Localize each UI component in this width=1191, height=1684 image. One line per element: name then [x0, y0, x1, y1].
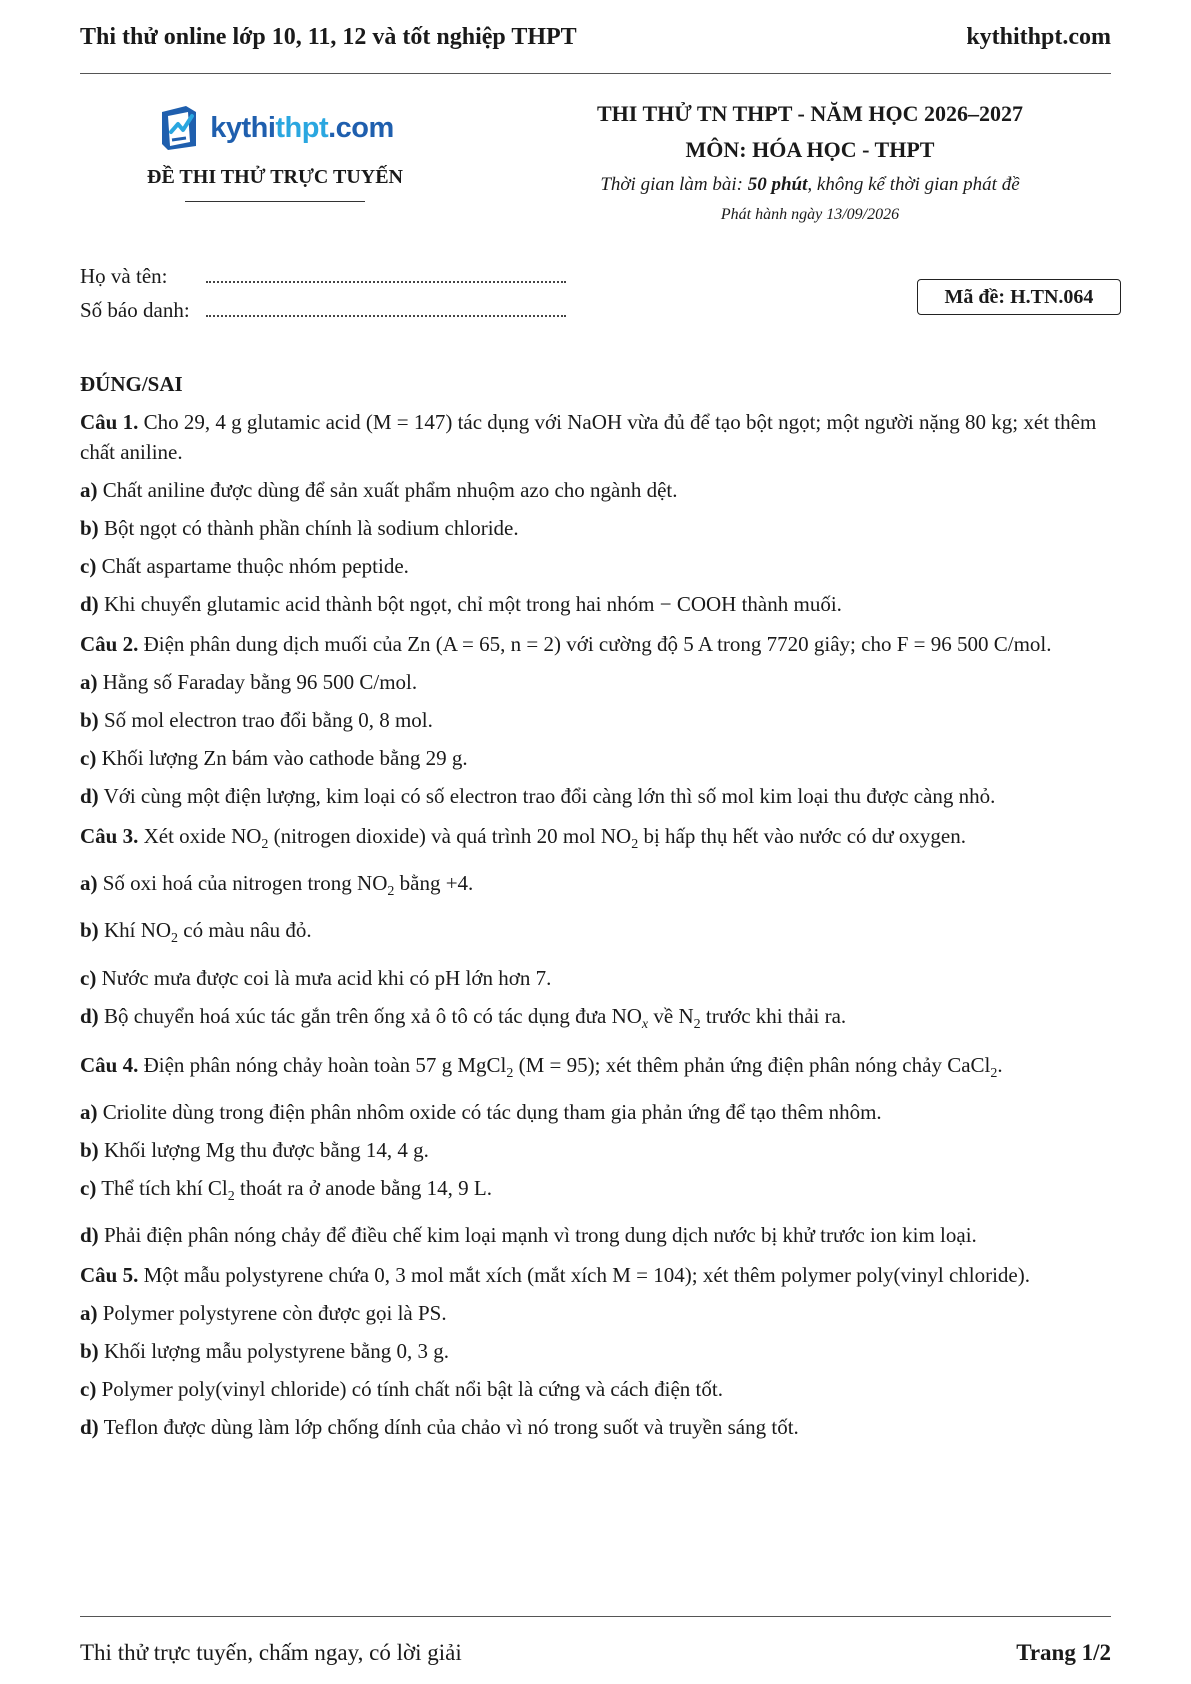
question-text: (M = 95); xét thêm phản ứng điện phân nóng chảy CaCl: [513, 1052, 991, 1077]
logo-part-1: kythi: [210, 111, 276, 144]
footer-divider: [80, 1616, 1111, 1617]
option-b[interactable]: [80, 1336, 1125, 1366]
option-text: về N: [648, 1003, 694, 1028]
option-text: Khi chuyển glutamic acid thành bột ngọt, chỉ một trong hai nhóm − COOH thành muối.: [103, 592, 842, 616]
option-label: b): [80, 708, 99, 732]
question-text: Điện phân dung dịch muối của Zn (A = 65, n = 2) với cường độ 5 A trong 7720 giây; cho F = 96 500 C/mol.: [143, 632, 1052, 656]
option-label: d): [80, 1415, 99, 1440]
option-text: Khối lượng Mg thu được bằng 14, 4 g.: [103, 1137, 429, 1162]
duration-suffix: , không kể thời gian phát đề: [807, 174, 1020, 195]
option-label: b): [80, 1339, 99, 1364]
subscript: 2: [990, 1065, 998, 1081]
option-text: Bột ngọt có thành phần chính là sodium chloride.: [103, 516, 519, 540]
option-label: c): [80, 1377, 97, 1402]
option-text: Chất aniline được dùng để sản xuất phẩm nhuộm azo cho ngành dệt.: [102, 478, 678, 502]
release-date: Phát hành ngày 13/09/2026: [720, 206, 900, 223]
option-c[interactable]: [80, 963, 1125, 993]
question-stem: [80, 629, 1125, 659]
exam-content: [80, 372, 1125, 1452]
option-text: Với cùng một điện lượng, kim loại có số electron trao đổi càng lớn thì số mol kim loại thu được càng nhỏ.: [103, 784, 996, 808]
section-title: ĐÚNG/SAI: [80, 372, 183, 396]
option-a[interactable]: [80, 1298, 1125, 1328]
question-1: [80, 407, 1125, 619]
option-label: a): [80, 871, 98, 896]
option-text: bằng +4.: [394, 871, 474, 896]
question-2: [80, 629, 1125, 811]
option-text: Hằng số Faraday bằng 96 500 C/mol.: [102, 670, 418, 694]
question-stem: [80, 1260, 1125, 1290]
option-text: Polymer poly(vinyl chloride) có tính chất nổi bật là cứng và cách điện tốt.: [101, 1377, 723, 1402]
option-a[interactable]: [80, 1097, 1125, 1127]
option-text: có màu nâu đỏ.: [178, 918, 312, 943]
subscript: 2: [171, 931, 179, 947]
option-label: a): [80, 1099, 98, 1124]
question-stem: [80, 1050, 1125, 1089]
header-divider: [80, 73, 1111, 74]
page-number: Trang 1/2: [1016, 1640, 1111, 1665]
student-id-label: Số báo danh:: [80, 298, 190, 322]
question-3: [80, 821, 1125, 1040]
option-d[interactable]: [80, 1220, 1125, 1250]
option-label: c): [80, 965, 97, 990]
option-label: a): [80, 670, 98, 694]
option-c[interactable]: [80, 551, 1125, 581]
logo-icon: [156, 102, 206, 154]
option-label: c): [80, 1175, 97, 1200]
option-text: Khối lượng Zn bám vào cathode bằng 29 g.: [101, 746, 468, 770]
option-text: thoát ra ở anode bằng 14, 9 L.: [234, 1175, 492, 1200]
question-5: [80, 1260, 1125, 1442]
option-label: b): [80, 1137, 99, 1162]
question-text: Một mẫu polystyrene chứa 0, 3 mol mắt xích (mắt xích M = 104); xét thêm polymer poly(vinyl chloride).: [143, 1263, 1030, 1288]
duration-prefix: Thời gian làm bài:: [600, 174, 748, 195]
exam-code-badge: Mã đề: H.TN.064: [917, 279, 1121, 315]
exam-type-title: ĐỀ THI THỬ TRỰC TUYẾN: [147, 166, 403, 188]
question-text: bị hấp thụ hết vào nước có dư oxygen.: [638, 824, 966, 848]
option-label: a): [80, 478, 98, 502]
logo-part-2: thpt: [275, 111, 329, 144]
option-text: Chất aspartame thuộc nhóm peptide.: [101, 554, 409, 578]
option-b[interactable]: [80, 705, 1125, 735]
option-c[interactable]: [80, 1374, 1125, 1404]
page-footer: [80, 1640, 1111, 1666]
option-label: b): [80, 918, 99, 943]
exam-type-underline: [185, 201, 365, 202]
option-d[interactable]: [80, 1001, 1125, 1040]
option-b[interactable]: [80, 513, 1125, 543]
footer-tagline: Thi thử trực tuyến, chấm ngay, có lời giải: [80, 1640, 462, 1665]
name-label: Họ và tên:: [80, 264, 168, 288]
option-text: Thể tích khí Cl: [101, 1175, 228, 1200]
option-text: trước khi thải ra.: [700, 1003, 847, 1028]
exam-subject: MÔN: HÓA HỌC - THPT: [685, 137, 935, 162]
option-text: Nước mưa được coi là mưa acid khi có pH lớn hơn 7.: [101, 965, 552, 990]
exam-title: THI THỬ TN THPT - NĂM HỌC 2026–2027: [597, 101, 1023, 126]
option-d[interactable]: [80, 589, 1125, 619]
question-number: Câu 1.: [80, 410, 139, 434]
option-d[interactable]: [80, 781, 1125, 811]
question-text: (nitrogen dioxide) và quá trình 20 mol NO: [268, 824, 632, 848]
option-c[interactable]: [80, 1173, 1125, 1212]
option-text: Số mol electron trao đổi bằng 0, 8 mol.: [103, 708, 433, 732]
option-label: d): [80, 1223, 99, 1248]
question-4: [80, 1050, 1125, 1250]
option-text: Khí NO: [103, 918, 172, 943]
option-c[interactable]: [80, 743, 1125, 773]
page-header: [80, 22, 1111, 52]
question-stem: [80, 821, 1125, 860]
subscript: 2: [387, 884, 395, 900]
question-number: Câu 2.: [80, 632, 139, 656]
option-a[interactable]: [80, 868, 1125, 907]
option-label: c): [80, 746, 97, 770]
subscript: 2: [693, 1016, 701, 1032]
question-number: Câu 3.: [80, 824, 139, 848]
question-text: Điện phân nóng chảy hoàn toàn 57 g MgCl: [143, 1052, 507, 1077]
logo-block: [130, 100, 420, 202]
option-text: Criolite dùng trong điện phân nhôm oxide có tác dụng tham gia phản ứng để tạo thêm nhôm.: [102, 1099, 882, 1124]
exam-duration: [540, 170, 1080, 200]
subscript: 2: [261, 837, 269, 853]
option-label: d): [80, 784, 99, 808]
option-b[interactable]: [80, 915, 1125, 954]
logo-part-3: .com: [328, 111, 394, 144]
question-text: .: [997, 1052, 1003, 1077]
question-text: Xét oxide NO: [143, 824, 262, 848]
option-label: b): [80, 516, 99, 540]
option-text: Số oxi hoá của nitrogen trong NO: [102, 871, 388, 896]
question-text: Cho 29, 4 g glutamic acid (M = 147) tác dụng với NaOH vừa đủ để tạo bột ngọt; một người nặng 80 kg; xét thêm chất aniline.: [80, 410, 1097, 464]
option-text: Bộ chuyển hoá xúc tác gắn trên ống xả ô tô có tác dụng đưa NO: [103, 1003, 642, 1028]
option-text: Polymer polystyrene còn được gọi là PS.: [102, 1301, 447, 1326]
option-a[interactable]: [80, 667, 1125, 697]
subscript: 2: [631, 837, 639, 853]
question-stem: [80, 407, 1125, 467]
question-number: Câu 4.: [80, 1052, 139, 1077]
question-number: Câu 5.: [80, 1263, 139, 1288]
site-logo[interactable]: [130, 100, 420, 156]
duration-value: 50 phút: [747, 174, 808, 195]
exam-info: [540, 96, 1080, 230]
subscript: 2: [506, 1065, 514, 1081]
option-label: a): [80, 1301, 98, 1326]
subscript: x: [641, 1016, 649, 1032]
header-left-text: Thi thử online lớp 10, 11, 12 và tốt nghiệp THPT: [80, 23, 577, 50]
option-b[interactable]: [80, 1135, 1125, 1165]
header-site-link[interactable]: kythithpt.com: [966, 23, 1111, 50]
option-text: Phải điện phân nóng chảy để điều chế kim loại mạnh vì trong dung dịch nước bị khử trước ion kim loại.: [103, 1223, 977, 1248]
option-label: d): [80, 592, 99, 616]
option-d[interactable]: [80, 1412, 1125, 1442]
option-a[interactable]: [80, 475, 1125, 505]
student-info: [80, 264, 566, 332]
logo-wordmark: [210, 112, 394, 145]
subscript: 2: [227, 1189, 235, 1205]
student-id-field[interactable]: [206, 301, 566, 317]
option-text: Khối lượng mẫu polystyrene bằng 0, 3 g.: [103, 1339, 449, 1364]
option-label: d): [80, 1003, 99, 1028]
option-text: Teflon được dùng làm lớp chống dính của chảo vì nó trong suốt và truyền sáng tốt.: [103, 1415, 799, 1440]
name-field[interactable]: [206, 267, 566, 283]
option-label: c): [80, 554, 97, 578]
